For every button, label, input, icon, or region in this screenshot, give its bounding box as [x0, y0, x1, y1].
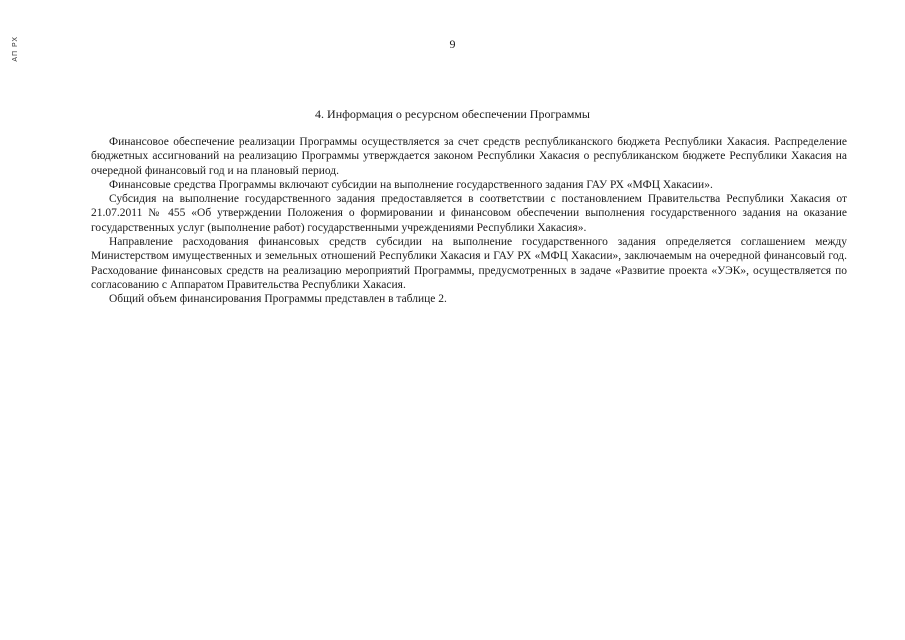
- paragraph-financing-source: Финансовое обеспечение реализации Программы осуществляется за счет средств республиканского бюджета Республики Хакасия. Распределение бюджетных ассигнований на реализацию Программы утверждается законом Республики Хакасия о республиканском бюджете Республики Хакасия на очередной финансовый год и на плановый период.: [91, 136, 847, 177]
- paragraph-subsidy-basis: Субсидия на выполнение государственного задания предоставляется в соответствии с постановлением Правительства Республики Хакасия от 21.07.2011 № 455 «Об утверждении Положения о формировании и финансовом обеспечении выполнения государственного задания на оказание государственных услуг (выполнение работ) государственными учреждениями Республики Хакасия».: [91, 193, 847, 234]
- section-title: 4. Информация о ресурсном обеспечении Программы: [315, 107, 590, 121]
- page-number: 9: [449, 37, 456, 51]
- section-body: [91, 135, 847, 307]
- side-stamp: АП РХ: [12, 36, 19, 62]
- paragraph-subsidies: Финансовые средства Программы включают субсидии на выполнение государственного задания ГАУ РХ «МФЦ Хакасии».: [109, 178, 713, 191]
- paragraph-spending-direction: Направление расходования финансовых средств субсидии на выполнение государственного задания определяется соглашением между Министерством имущественных и земельных отношений Республики Хакасия и ГАУ РХ «МФЦ Хакасии», заключаемым на очередной финансовый год. Расходование финансовых средств на реализацию мероприятий Программы, предусмотренных в задаче «Развитие проекта «УЭК», осуществляется по согласованию с Аппаратом Правительства Республики Хакасия.: [91, 236, 847, 291]
- paragraph-total-volume: Общий объем финансирования Программы представлен в таблице 2.: [109, 293, 447, 306]
